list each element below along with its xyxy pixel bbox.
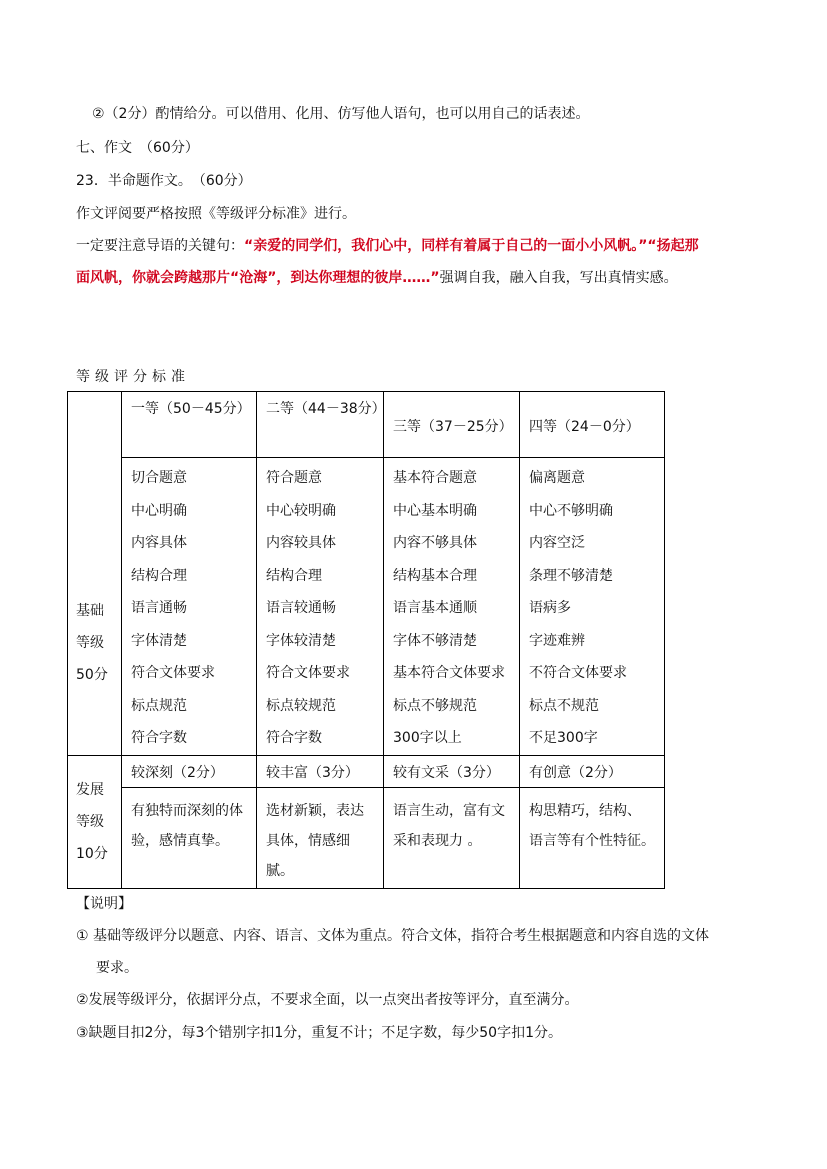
criterion-item: 300字以上	[393, 730, 462, 746]
desc-line: 语言等有个性特征。	[529, 832, 655, 849]
label-line: 50分	[76, 667, 108, 684]
grade-2-header: 二等（44－38分）	[257, 392, 384, 458]
label-line: 基础	[76, 603, 104, 620]
desc-line: 选材新颖，表达	[266, 802, 364, 819]
desc-line: 具体，情感细腻。	[266, 832, 350, 879]
criterion-item: 基本符合文体要求	[393, 665, 505, 681]
basic-row	[68, 458, 665, 756]
grade-4-header: 四等（24－0分）	[520, 392, 665, 458]
criterion-item: 符合字数	[131, 730, 187, 746]
grade-1-header: 一等（50－45分）	[122, 392, 257, 458]
criterion-item: 条理不够清楚	[529, 567, 613, 584]
criterion-item: 字体较清楚	[266, 632, 336, 649]
criterion-item: 不符合文体要求	[529, 665, 627, 681]
key-sentence-label: 一定要注意导语的关键句：	[76, 238, 244, 254]
key-sentence-suffix: 强调自我，融入自我，写出真情实感。	[439, 270, 678, 286]
key-sentence-line-1	[76, 236, 699, 256]
criterion-item: 语言通畅	[131, 600, 187, 616]
criterion-item: 中心明确	[131, 502, 187, 519]
criterion-item: 语言基本通顺	[393, 600, 477, 616]
criterion-item: 符合字数	[266, 730, 322, 746]
criterion-item: 内容较具体	[266, 535, 336, 551]
header-row	[68, 392, 665, 458]
note-3: ③缺题目扣2分，每3个错别字扣1分，重复不计；不足字数，每少50字扣1分。	[76, 1025, 562, 1041]
dev-head-2: 较丰富（3分）	[257, 755, 384, 787]
dev-head-1: 较深刻（2分）	[122, 755, 257, 787]
criterion-item: 内容具体	[131, 535, 187, 551]
criterion-item: 基本符合题意	[393, 470, 477, 486]
criterion-item: 内容不够具体	[393, 535, 477, 551]
criterion-item: 中心较明确	[266, 502, 336, 519]
criterion-item: 结构合理	[266, 567, 322, 584]
grading-table	[67, 391, 665, 889]
grade-4-criteria	[520, 458, 665, 756]
grade-1-criteria	[122, 458, 257, 756]
criterion-item: 符合文体要求	[131, 665, 215, 681]
criterion-item: 标点较规范	[266, 697, 336, 714]
dev-head-3: 较有文采（3分）	[384, 755, 520, 787]
desc-line: 采和表现力 。	[393, 832, 482, 849]
note-2: ②发展等级评分，依据评分点，不要求全面，以一点突出者按等评分，直至满分。	[76, 992, 579, 1008]
desc-line: 验，感情真挚。	[131, 832, 229, 849]
criterion-item: 偏离题意	[529, 470, 585, 486]
section-heading: 七、作文 （60分）	[76, 140, 199, 156]
criterion-item: 符合文体要求	[266, 665, 350, 681]
criterion-item: 字迹难辨	[529, 632, 585, 649]
label-line: 10分	[76, 845, 108, 862]
dev-desc-3	[384, 787, 520, 888]
label-line: 等级	[76, 813, 104, 830]
criterion-item: 标点不规范	[529, 697, 599, 714]
criterion-item: 符合题意	[266, 470, 322, 486]
criterion-item: 结构合理	[131, 567, 187, 584]
criterion-item: 语病多	[529, 600, 571, 616]
grade-2-criteria	[257, 458, 384, 756]
criterion-item: 结构基本合理	[393, 567, 477, 584]
note-1-cont: 要求。	[96, 960, 138, 976]
development-desc-row	[68, 787, 665, 888]
grade-3-header: 三等（37－25分）	[384, 392, 520, 458]
dev-desc-1	[122, 787, 257, 888]
desc-line: 构思精巧，结构、	[529, 802, 641, 819]
answer-note: ②（2分）酌情给分。可以借用、化用、仿写他人语句，也可以用自己的话表述。	[92, 106, 590, 122]
criterion-item: 切合题意	[131, 470, 187, 486]
criterion-item: 字体不够清楚	[393, 632, 477, 649]
grade-3-criteria	[384, 458, 520, 756]
basic-level-label	[68, 392, 122, 756]
development-level-label	[68, 755, 122, 888]
criterion-item: 语言较通畅	[266, 600, 336, 616]
criterion-item: 字体清楚	[131, 632, 187, 649]
dev-head-4: 有创意（2分）	[520, 755, 665, 787]
criterion-item: 标点规范	[131, 697, 187, 714]
table-caption: 等级评分标准	[76, 369, 190, 385]
label-line: 等级	[76, 635, 104, 652]
criterion-item: 不足300字	[529, 730, 598, 746]
criterion-item: 中心不够明确	[529, 502, 613, 519]
note-1: ① 基础等级评分以题意、内容、语言、文体为重点。符合文体，指符合考生根据题意和内容自选的文体	[76, 928, 709, 944]
key-sentence-quote: “亲爱的同学们，我们心中，同样有着属于自己的一面小小风帆。”“扬起那	[244, 238, 699, 254]
label-line: 发展	[76, 781, 104, 798]
question-title: 23．半命题作文。 （60分）	[76, 173, 252, 189]
dev-desc-4	[520, 787, 665, 888]
instruction-text: 作文评阅要严格按照《等级评分标准》进行。	[76, 206, 356, 222]
criterion-item: 内容空泛	[529, 535, 585, 551]
desc-line: 语言生动，富有文	[393, 802, 505, 819]
key-sentence-line-2	[76, 268, 678, 288]
criterion-item: 标点不够规范	[393, 697, 477, 714]
criterion-item: 中心基本明确	[393, 502, 477, 519]
dev-desc-2	[257, 787, 384, 888]
key-sentence-quote-cont: 面风帆，你就会跨越那片“沧海”，到达你理想的彼岸……”	[76, 270, 440, 286]
desc-line: 有独特而深刻的体	[131, 802, 243, 819]
development-head-row	[68, 755, 665, 787]
notes-title: 【说明】	[76, 896, 132, 912]
